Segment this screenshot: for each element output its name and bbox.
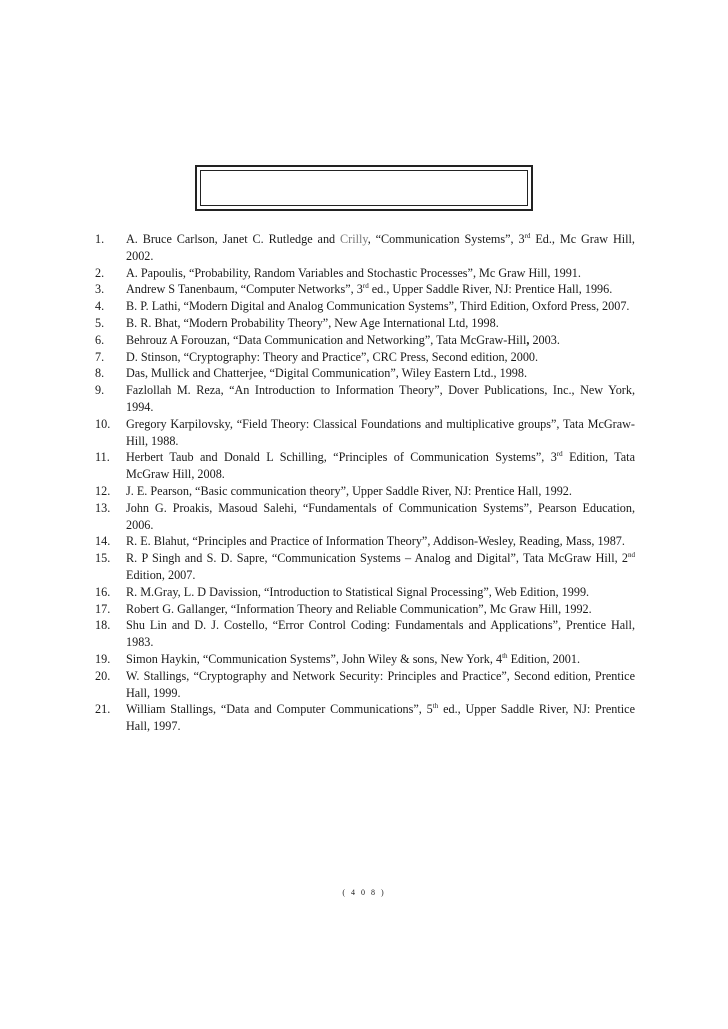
reference-number: 4.: [95, 299, 105, 314]
ordinal-superscript: rd: [524, 231, 531, 240]
reference-text-run: Behrouz A Forouzan, “Data Communication and Networking”, Tata McGraw-Hill: [126, 332, 527, 347]
reference-item: [95, 365, 635, 382]
reference-text-run: Shu Lin and D. J. Costello, “Error Control Coding: Fundamentals and Applications”, Prentice Hall, 1983.: [126, 618, 635, 650]
reference-item: [95, 231, 635, 265]
reference-text: [126, 450, 635, 481]
reference-number: 21.: [95, 702, 111, 717]
reference-text-run: Edition, 2007.: [126, 567, 196, 582]
reference-text: [126, 232, 635, 263]
reference-number: 14.: [95, 534, 111, 549]
reference-text: [126, 618, 635, 649]
reference-text-run: W. Stallings, “Cryptography and Network Security: Principles and Practice”, Second edition, Prentice Hall, 1999.: [126, 668, 635, 700]
reference-text-run: William Stallings, “Data and Computer Communications”, 5: [126, 702, 433, 717]
reference-item: [95, 550, 635, 584]
reference-text: [126, 602, 592, 616]
ordinal-superscript: th: [502, 651, 508, 660]
reference-item: [95, 332, 635, 349]
reference-item: [95, 298, 635, 315]
reference-text-run: John G. Proakis, Masoud Salehi, “Fundamentals of Communication Systems”, Pearson Education, 2006.: [126, 500, 635, 532]
page-number: ( 4 0 8 ): [342, 888, 386, 897]
reference-list: [95, 231, 635, 735]
reference-text-run: Edition, 2001.: [507, 651, 580, 666]
reference-text-run: R. M.Gray, L. D Davission, “Introduction to Statistical Signal Processing”, Web Edition, 1999.: [126, 584, 590, 599]
reference-item: [95, 382, 635, 416]
reference-text-run: Simon Haykin, “Communication Systems”, John Wiley & sons, New York, 4: [126, 651, 503, 666]
reference-number: 8.: [95, 366, 105, 381]
reference-text: [126, 383, 635, 414]
reference-text-run: 2003.: [529, 332, 560, 347]
reference-item: [95, 701, 635, 735]
reference-item: [95, 651, 635, 668]
reference-text-run: Ed., Mc Graw Hill, 2002.: [126, 232, 635, 263]
reference-text-run: ed., Upper Saddle River, NJ: Prentice Hall, 1997.: [126, 702, 635, 734]
reference-number: 18.: [95, 618, 111, 633]
reference-item: [95, 265, 635, 282]
reference-text-run: D. Stinson, “Cryptography: Theory and Practice”, CRC Press, Second edition, 2000.: [126, 349, 539, 364]
reference-text-run: Andrew S Tanenbaum, “Computer Networks”, 3: [126, 282, 363, 297]
reference-number: 19.: [95, 651, 111, 666]
reference-item: [95, 315, 635, 332]
bold-text: ,: [526, 332, 530, 347]
reference-item: [95, 584, 635, 601]
reference-text: [126, 366, 527, 380]
reference-number: 5.: [95, 315, 105, 330]
reference-text: [126, 702, 635, 733]
reference-number: 20.: [95, 668, 111, 683]
reference-number: 15.: [95, 551, 111, 566]
reference-text: [126, 282, 612, 296]
reference-text: [126, 350, 538, 364]
reference-item: [95, 533, 635, 550]
reference-text: [126, 551, 635, 582]
reference-number: 7.: [95, 349, 105, 364]
reference-number: 2.: [95, 265, 105, 280]
reference-text-run: J. E. Pearson, “Basic communication theory”, Upper Saddle River, NJ: Prentice Hall, 1992.: [126, 483, 572, 498]
reference-number: 9.: [95, 383, 105, 398]
reference-text-run: R. E. Blahut, “Principles and Practice of Information Theory”, Addison-Wesley, Reading, Mass, 1987.: [126, 534, 625, 549]
reference-text-run: Edition, Tata McGraw Hill, 2008.: [126, 450, 635, 482]
reference-item: [95, 668, 635, 702]
highlighted-text: Crilly: [340, 232, 368, 246]
reference-text-run: R. P Singh and S. D. Sapre, “Communication Systems – Analog and Digital”, Tata McGraw Hill, 2: [126, 551, 628, 566]
reference-text: [126, 417, 635, 448]
reference-text-run: , “Communication Systems”, 3: [367, 232, 525, 246]
reference-text: [126, 669, 635, 700]
ordinal-superscript: nd: [628, 551, 635, 560]
reference-item: [95, 349, 635, 366]
reference-number: 17.: [95, 601, 111, 616]
reference-number: 11.: [95, 450, 110, 465]
reference-text: [126, 299, 629, 313]
reference-item: [95, 281, 635, 298]
reference-text: [126, 333, 560, 347]
ordinal-superscript: rd: [362, 282, 369, 291]
reference-text-run: Robert G. Gallanger, “Information Theory and Reliable Communication”, Mc Graw Hill, 1992.: [126, 601, 592, 616]
reference-text-run: B. P. Lathi, “Modern Digital and Analog Communication Systems”, Third Edition, Oxford Press, 2007.: [126, 299, 630, 314]
reference-item: [95, 449, 635, 483]
ordinal-superscript: rd: [556, 450, 563, 459]
reference-text-run: B. R. Bhat, “Modern Probability Theory”, New Age International Ltd, 1998.: [126, 315, 499, 330]
ordinal-superscript: th: [432, 702, 439, 711]
reference-text-run: Gregory Karpilovsky, “Field Theory: Classical Foundations and multiplicative groups”, Tata McGraw-Hill, 1988.: [126, 416, 635, 448]
reference-text: [126, 501, 635, 532]
reference-number: 13.: [95, 500, 111, 515]
reference-text-run: A. Papoulis, “Probability, Random Variables and Stochastic Processes”, Mc Graw Hill, 1991.: [126, 265, 581, 280]
reference-text-run: Das, Mullick and Chatterjee, “Digital Communication”, Wiley Eastern Ltd., 1998.: [126, 366, 528, 381]
reference-text-run: A. Bruce Carlson, Janet C. Rutledge and: [126, 232, 341, 246]
reference-text: [126, 534, 625, 548]
reference-item: [95, 601, 635, 618]
heading-box: [195, 165, 533, 211]
reference-text-run: Herbert Taub and Donald L Schilling, “Principles of Communication Systems”, 3: [126, 450, 557, 465]
reference-text: [126, 316, 499, 330]
reference-item: [95, 483, 635, 500]
heading-box-inner-border: [200, 170, 528, 206]
reference-item: [95, 500, 635, 534]
reference-item: [95, 617, 635, 651]
reference-text-run: Fazlollah M. Reza, “An Introduction to Information Theory”, Dover Publications, Inc., New York, 1994.: [126, 383, 635, 414]
reference-text: [126, 652, 580, 666]
reference-number: 16.: [95, 584, 111, 599]
reference-number: 3.: [95, 282, 105, 297]
reference-text: [126, 266, 581, 280]
reference-number: 6.: [95, 332, 105, 347]
reference-number: 10.: [95, 416, 111, 431]
reference-item: [95, 416, 635, 450]
reference-text: [126, 585, 589, 599]
reference-text: [126, 484, 572, 498]
reference-number: 1.: [95, 232, 105, 246]
reference-number: 12.: [95, 483, 111, 498]
reference-text-run: ed., Upper Saddle River, NJ: Prentice Hall, 1996.: [368, 282, 613, 297]
